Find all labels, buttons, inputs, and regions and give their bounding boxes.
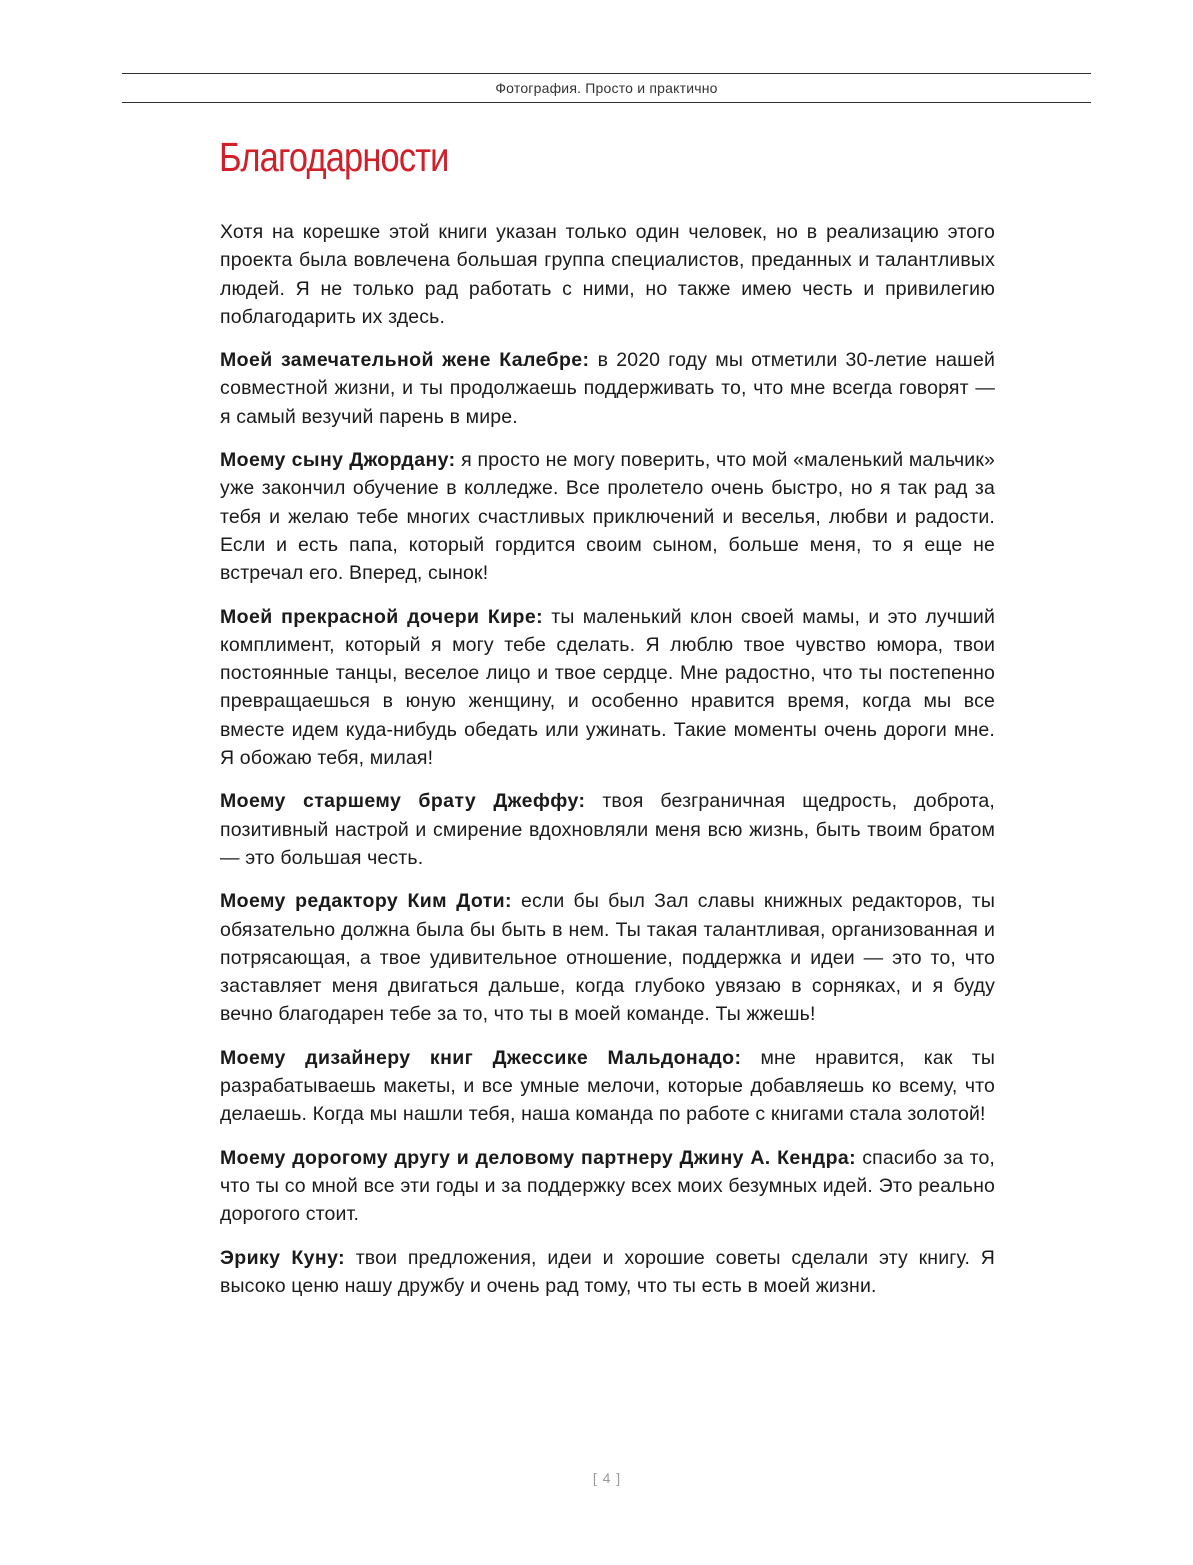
- acknowledgement-paragraph: [220, 1044, 995, 1129]
- paragraph-text: твои предложения, идеи и хорошие советы сделали эту книгу. Я высоко ценю нашу дружбу и очень рад тому, что ты есть в моей жизни.: [220, 1246, 995, 1297]
- paragraph-text: ты маленький клон своей мамы, и это лучший комплимент, который я могу тебе сделать. Я люблю твое чувство юмора, твои постоянные танцы, веселое лицо и твое сердце. Мне радостно, что ты постепенно превращаешься в юную женщину, и особенно нравится время, когда мы все вместе идем куда-нибудь обедать или ужинать. Такие моменты очень дороги мне. Я обожаю тебя, милая!: [220, 605, 995, 770]
- acknowledgement-paragraph: [220, 603, 995, 773]
- acknowledgement-paragraph: [220, 446, 995, 587]
- paragraph-text: я просто не могу поверить, что мой «маленький мальчик» уже закончил обучение в колледже. Все пролетело очень быстро, но я так рад за тебя и желаю тебе многих счастливых приключений и веселья, любви и радости. Если и есть папа, который гордится своим сыном, больше меня, то я еще не встречал его. Вперед, сынок!: [220, 449, 995, 585]
- acknowledgement-paragraph: [220, 887, 995, 1028]
- paragraph-lead: Моему сыну Джордану:: [220, 449, 456, 472]
- paragraph-lead: Моему старшему брату Джеффу:: [220, 790, 586, 813]
- paragraph-text: в 2020 году мы отметили 30-летие нашей совместной жизни, и ты продолжаешь поддерживать то, что мне всегда говорят — я самый везучий парень в мире.: [220, 349, 995, 428]
- paragraph-lead: Эрику Куну:: [220, 1246, 345, 1269]
- acknowledgements-body: [220, 218, 995, 1315]
- page-number: [ 4 ]: [592, 1470, 622, 1486]
- paragraph-text: если бы был Зал славы книжных редакторов, ты обязательно должна была бы быть в нем. Ты такая талантливая, организованная и потрясающая, а твое удивительное отношение, поддержка и идеи — это то, что заставляет меня двигаться дальше, когда глубоко увязаю в сорняках, и я буду вечно благодарен тебе за то, что ты в моей команде. Ты жжешь!: [220, 890, 996, 1026]
- paragraph-lead: Моей прекрасной дочери Кире:: [220, 605, 544, 628]
- paragraph-lead: Моему редактору Ким Доти:: [220, 890, 512, 913]
- paragraph-text: спасибо за то, что ты со мной все эти годы и за поддержку всех моих безумных идей. Это реально дорогого стоит.: [220, 1146, 996, 1226]
- acknowledgement-paragraph: [220, 346, 995, 431]
- running-header-title: Фотография. Просто и практично: [495, 80, 718, 96]
- paragraph-lead: Моей замечательной жене Калебре:: [220, 349, 590, 372]
- acknowledgement-paragraph: [220, 787, 995, 872]
- paragraph-text: мне нравится, как ты разрабатываешь макеты, и все умные мелочи, которые добавляешь ко всему, что делаешь. Когда мы нашли тебя, наша команда по работе с книгами стала золотой!: [220, 1046, 995, 1126]
- paragraph-lead: Моему дорогому другу и деловому партнеру Джину А. Кендра:: [220, 1146, 857, 1169]
- acknowledgement-paragraph: [220, 1244, 995, 1301]
- paragraph-lead: Моему дизайнеру книг Джессике Мальдонадо:: [220, 1046, 742, 1069]
- intro-paragraph: Хотя на корешке этой книги указан только один человек, но в реализацию этого проекта была вовлечена большая группа специалистов, преданных и талантливых людей. Я не только рад работать с ними, но также имею честь и привилегию поблагодарить их здесь.: [220, 221, 995, 328]
- running-header: [122, 73, 1091, 103]
- paragraph-text: твоя безграничная щедрость, доброта, позитивный настрой и смирение вдохновляли меня всю жизнь, быть твоим братом — это большая честь.: [220, 790, 995, 869]
- page-title: Благодарности: [219, 134, 449, 180]
- acknowledgement-paragraph: [220, 1144, 995, 1229]
